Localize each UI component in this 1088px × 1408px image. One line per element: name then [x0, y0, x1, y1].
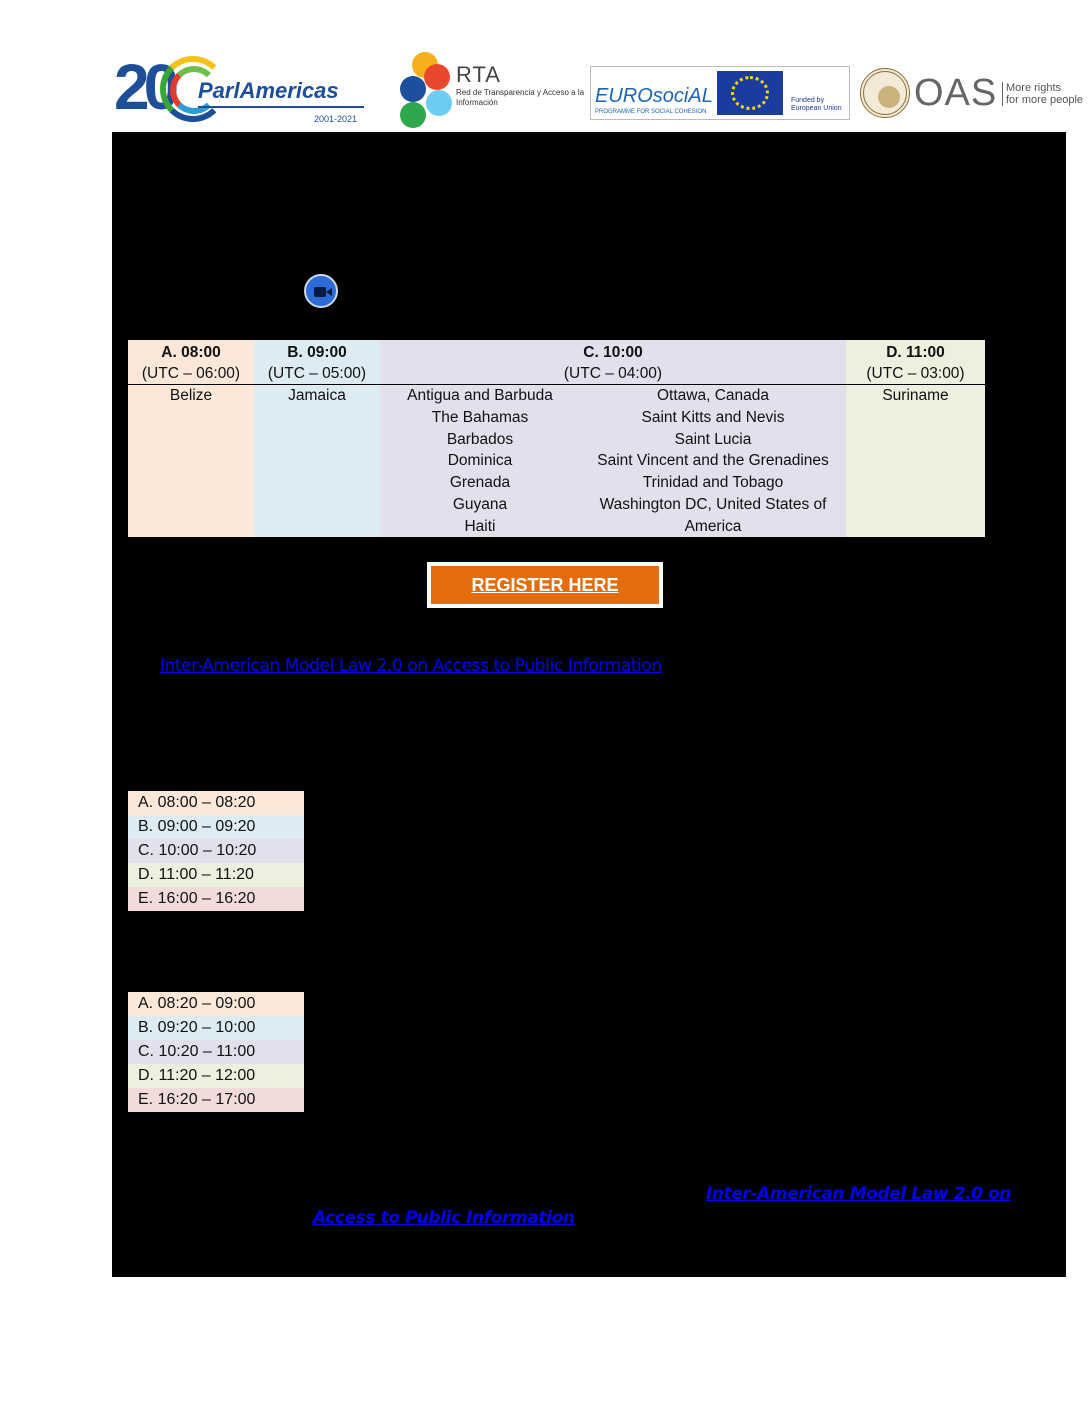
schedule-countries-a [128, 385, 254, 407]
schedule-header-a [128, 342, 254, 384]
parlamericas-name: ParlAmericas [198, 78, 339, 103]
country-cell: Saint Kitts and Nevis [641, 408, 785, 426]
eurosocial-name: EUROsociAL [595, 85, 713, 107]
rta-dot-red-icon [424, 64, 450, 90]
register-button[interactable]: REGISTER HERE [431, 566, 659, 604]
country-cell: America [684, 517, 742, 535]
model-law-link-line1[interactable]: Inter-American Model Law 2.0 on [706, 1184, 1012, 1204]
country-cell: Barbados [446, 430, 514, 448]
model-law-link-line2[interactable]: Access to Public Information [313, 1208, 575, 1228]
rta-dot-blue-icon [400, 76, 426, 102]
country-cell: Suriname [882, 387, 949, 404]
schedule-time-a: A. 08:00 [161, 344, 221, 361]
session-row-e: E. 16:00 – 16:20 [128, 887, 304, 911]
video-camera-body [314, 287, 326, 297]
session-row-d: D. 11:20 – 12:00 [128, 1064, 304, 1088]
country-cell: Belize [169, 387, 213, 404]
rta-logo [398, 50, 588, 130]
schedule-time-b: B. 09:00 [287, 344, 347, 361]
video-camera-lens [326, 288, 332, 296]
oas-seal-icon [860, 68, 910, 118]
register-button-frame [427, 562, 663, 608]
schedule-header-c [380, 342, 846, 384]
schedule-countries-d [846, 385, 985, 407]
parlamericas-numeral: 20 [114, 51, 174, 123]
schedule-countries-b [254, 385, 380, 407]
eurosocial-funded-by: Funded by European Union [791, 97, 842, 112]
schedule-countries-c-right [580, 385, 846, 538]
session-row-c: C. 10:00 – 10:20 [128, 839, 304, 863]
schedule-header-divider [128, 384, 985, 385]
rta-subtitle: Red de Transparencia y Acceso a la Información [456, 88, 585, 107]
country-cell: Dominica [447, 452, 513, 470]
schedule-countries-c-left [380, 385, 580, 538]
schedule-utc-c: (UTC – 04:00) [563, 365, 663, 382]
schedule-column-c [380, 340, 846, 537]
country-cell: The Bahamas [431, 408, 529, 426]
schedule-time-d: D. 11:00 [886, 344, 945, 361]
schedule-header-d [846, 342, 985, 384]
schedule-table [128, 340, 985, 537]
country-cell: Haiti [464, 517, 496, 535]
session-row-a: A. 08:00 – 08:20 [128, 791, 304, 815]
rta-name: RTA [456, 62, 501, 87]
session-times-table-1 [128, 791, 304, 911]
schedule-header-b [254, 342, 380, 384]
oas-tagline [1002, 82, 1083, 106]
schedule-utc-a: (UTC – 06:00) [141, 365, 241, 382]
oas-tagline-line1: More rights [1006, 82, 1062, 94]
session-row-d: D. 11:00 – 11:20 [128, 863, 304, 887]
rta-dot-green-icon [400, 102, 426, 128]
schedule-utc-d: (UTC – 03:00) [866, 365, 965, 382]
oas-name: OAS [914, 72, 998, 114]
oas-tagline-line2: for more people [1006, 94, 1084, 106]
country-cell: Antigua and Barbuda [407, 387, 553, 404]
session-row-c: C. 10:20 – 11:00 [128, 1040, 304, 1064]
session-row-b: B. 09:00 – 09:20 [128, 815, 304, 839]
eurosocial-tagline: PROGRAMME FOR SOCIAL COHESION [595, 109, 707, 115]
country-cell: Grenada [449, 474, 511, 492]
eu-flag-icon [717, 71, 783, 115]
schedule-time-c: C. 10:00 [583, 344, 643, 361]
video-camera-icon[interactable] [304, 274, 338, 308]
session-row-b: B. 09:20 – 10:00 [128, 1016, 304, 1040]
country-cell: Ottawa, Canada [656, 387, 769, 404]
schedule-column-d [846, 340, 985, 537]
eu-stars-icon [731, 76, 769, 110]
eurosocial-logo [590, 66, 850, 120]
country-cell: Trinidad and Tobago [642, 474, 784, 492]
model-law-link[interactable]: Inter-American Model Law 2.0 on Access to Public Information [160, 656, 662, 676]
parlamericas-years: 2001-2021 [314, 114, 358, 124]
country-cell: Jamaica [288, 387, 346, 404]
country-cell: Washington DC, United States of [599, 495, 827, 513]
oas-seal-center-icon [878, 86, 900, 108]
parlamericas-logo [114, 52, 368, 128]
session-row-a: A. 08:20 – 09:00 [128, 992, 304, 1016]
schedule-utc-b: (UTC – 05:00) [267, 365, 367, 382]
session-row-e: E. 16:20 – 17:00 [128, 1088, 304, 1112]
document-page [112, 48, 1084, 1277]
logo-band [112, 48, 1084, 132]
oas-logo [858, 66, 1084, 122]
country-cell: Saint Vincent and the Grenadines [597, 452, 829, 470]
country-cell: Guyana [452, 495, 508, 513]
parlamericas-bar [198, 106, 364, 108]
schedule-column-b [254, 340, 380, 537]
country-cell: Saint Lucia [674, 430, 752, 448]
session-times-table-2 [128, 992, 304, 1112]
rta-dot-lightblue-icon [426, 90, 452, 116]
schedule-column-a [128, 340, 254, 537]
